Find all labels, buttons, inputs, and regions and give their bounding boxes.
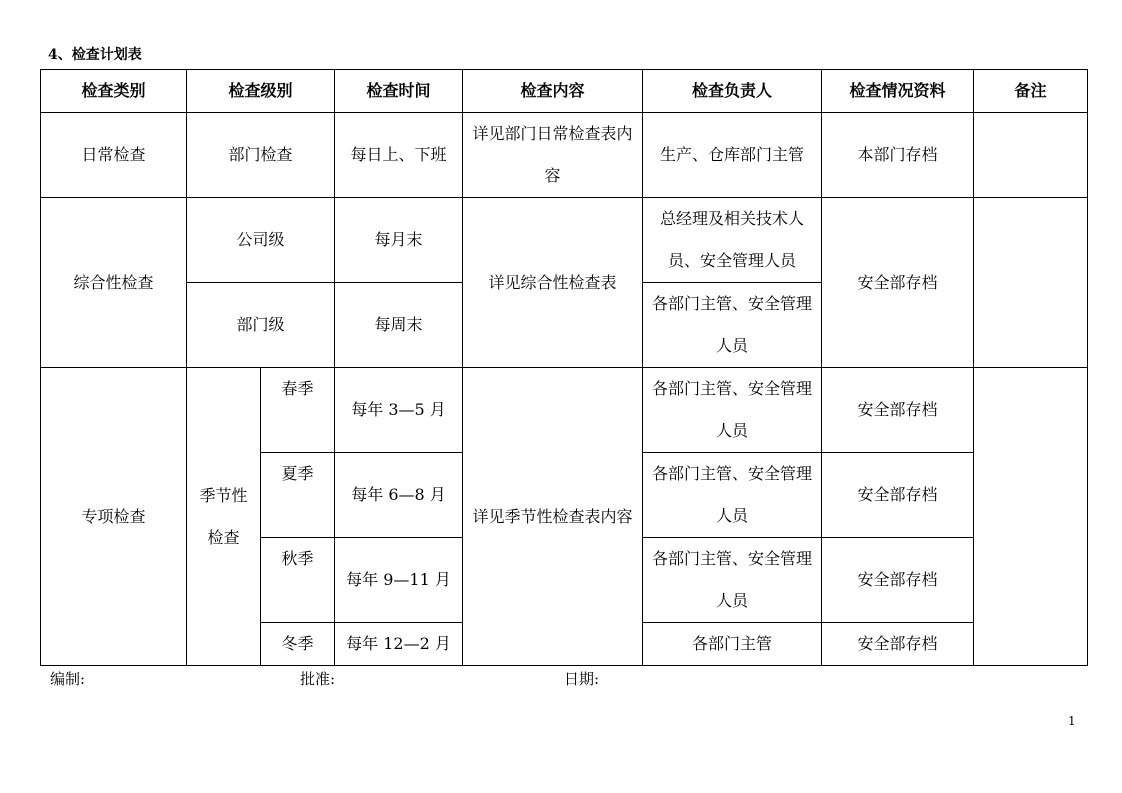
header-owner: 检查负责人 — [643, 70, 822, 113]
header-category: 检查类别 — [41, 70, 187, 113]
header-level: 检查级别 — [187, 70, 335, 113]
time-cell: 每年 3—5 月 — [335, 368, 463, 453]
header-row — [41, 70, 1088, 113]
level-cell: 季节性检查 — [187, 368, 261, 666]
table-row — [41, 113, 1088, 198]
level-cell: 部门检查 — [187, 113, 335, 198]
owner-cell: 总经理及相关技术人员、安全管理人员 — [643, 198, 822, 283]
season-cell: 秋季 — [261, 538, 335, 623]
owner-cell: 各部门主管、安全管理人员 — [643, 538, 822, 623]
header-content: 检查内容 — [463, 70, 643, 113]
header-remark: 备注 — [974, 70, 1088, 113]
category-cell: 日常检查 — [41, 113, 187, 198]
record-cell: 安全部存档 — [822, 368, 974, 453]
remark-cell — [974, 198, 1088, 368]
time-cell: 每年 12—2 月 — [335, 623, 463, 666]
approved-by-label: 批准: — [300, 670, 336, 688]
time-cell: 每月末 — [335, 198, 463, 283]
date-label: 日期: — [564, 670, 600, 688]
owner-cell: 各部门主管、安全管理人员 — [643, 368, 822, 453]
table-row — [41, 368, 1088, 453]
level-cell: 部门级 — [187, 283, 335, 368]
content-cell: 详见部门日常检查表内容 — [463, 113, 643, 198]
time-cell: 每日上、下班 — [335, 113, 463, 198]
owner-cell: 各部门主管、安全管理人员 — [643, 283, 822, 368]
season-cell: 春季 — [261, 368, 335, 453]
content-cell: 详见综合性检查表 — [463, 198, 643, 368]
owner-cell: 生产、仓库部门主管 — [643, 113, 822, 198]
season-cell: 冬季 — [261, 623, 335, 666]
remark-cell — [974, 368, 1088, 666]
record-cell: 安全部存档 — [822, 453, 974, 538]
time-cell: 每周末 — [335, 283, 463, 368]
record-cell: 安全部存档 — [822, 198, 974, 368]
table-row — [41, 198, 1088, 283]
prepared-by-label: 编制: — [50, 670, 86, 688]
owner-cell: 各部门主管 — [643, 623, 822, 666]
season-cell: 夏季 — [261, 453, 335, 538]
section-title: 4、检查计划表 — [48, 47, 142, 63]
page-number: 1 — [1068, 714, 1076, 728]
time-cell: 每年 6—8 月 — [335, 453, 463, 538]
category-cell: 综合性检查 — [41, 198, 187, 368]
level-cell: 公司级 — [187, 198, 335, 283]
record-cell: 安全部存档 — [822, 538, 974, 623]
content-cell: 详见季节性检查表内容 — [463, 368, 643, 666]
header-time: 检查时间 — [335, 70, 463, 113]
record-cell: 本部门存档 — [822, 113, 974, 198]
time-cell: 每年 9—11 月 — [335, 538, 463, 623]
inspection-plan-table — [40, 69, 1088, 666]
category-cell: 专项检查 — [41, 368, 187, 666]
header-record: 检查情况资料 — [822, 70, 974, 113]
remark-cell — [974, 113, 1088, 198]
record-cell: 安全部存档 — [822, 623, 974, 666]
owner-cell: 各部门主管、安全管理人员 — [643, 453, 822, 538]
